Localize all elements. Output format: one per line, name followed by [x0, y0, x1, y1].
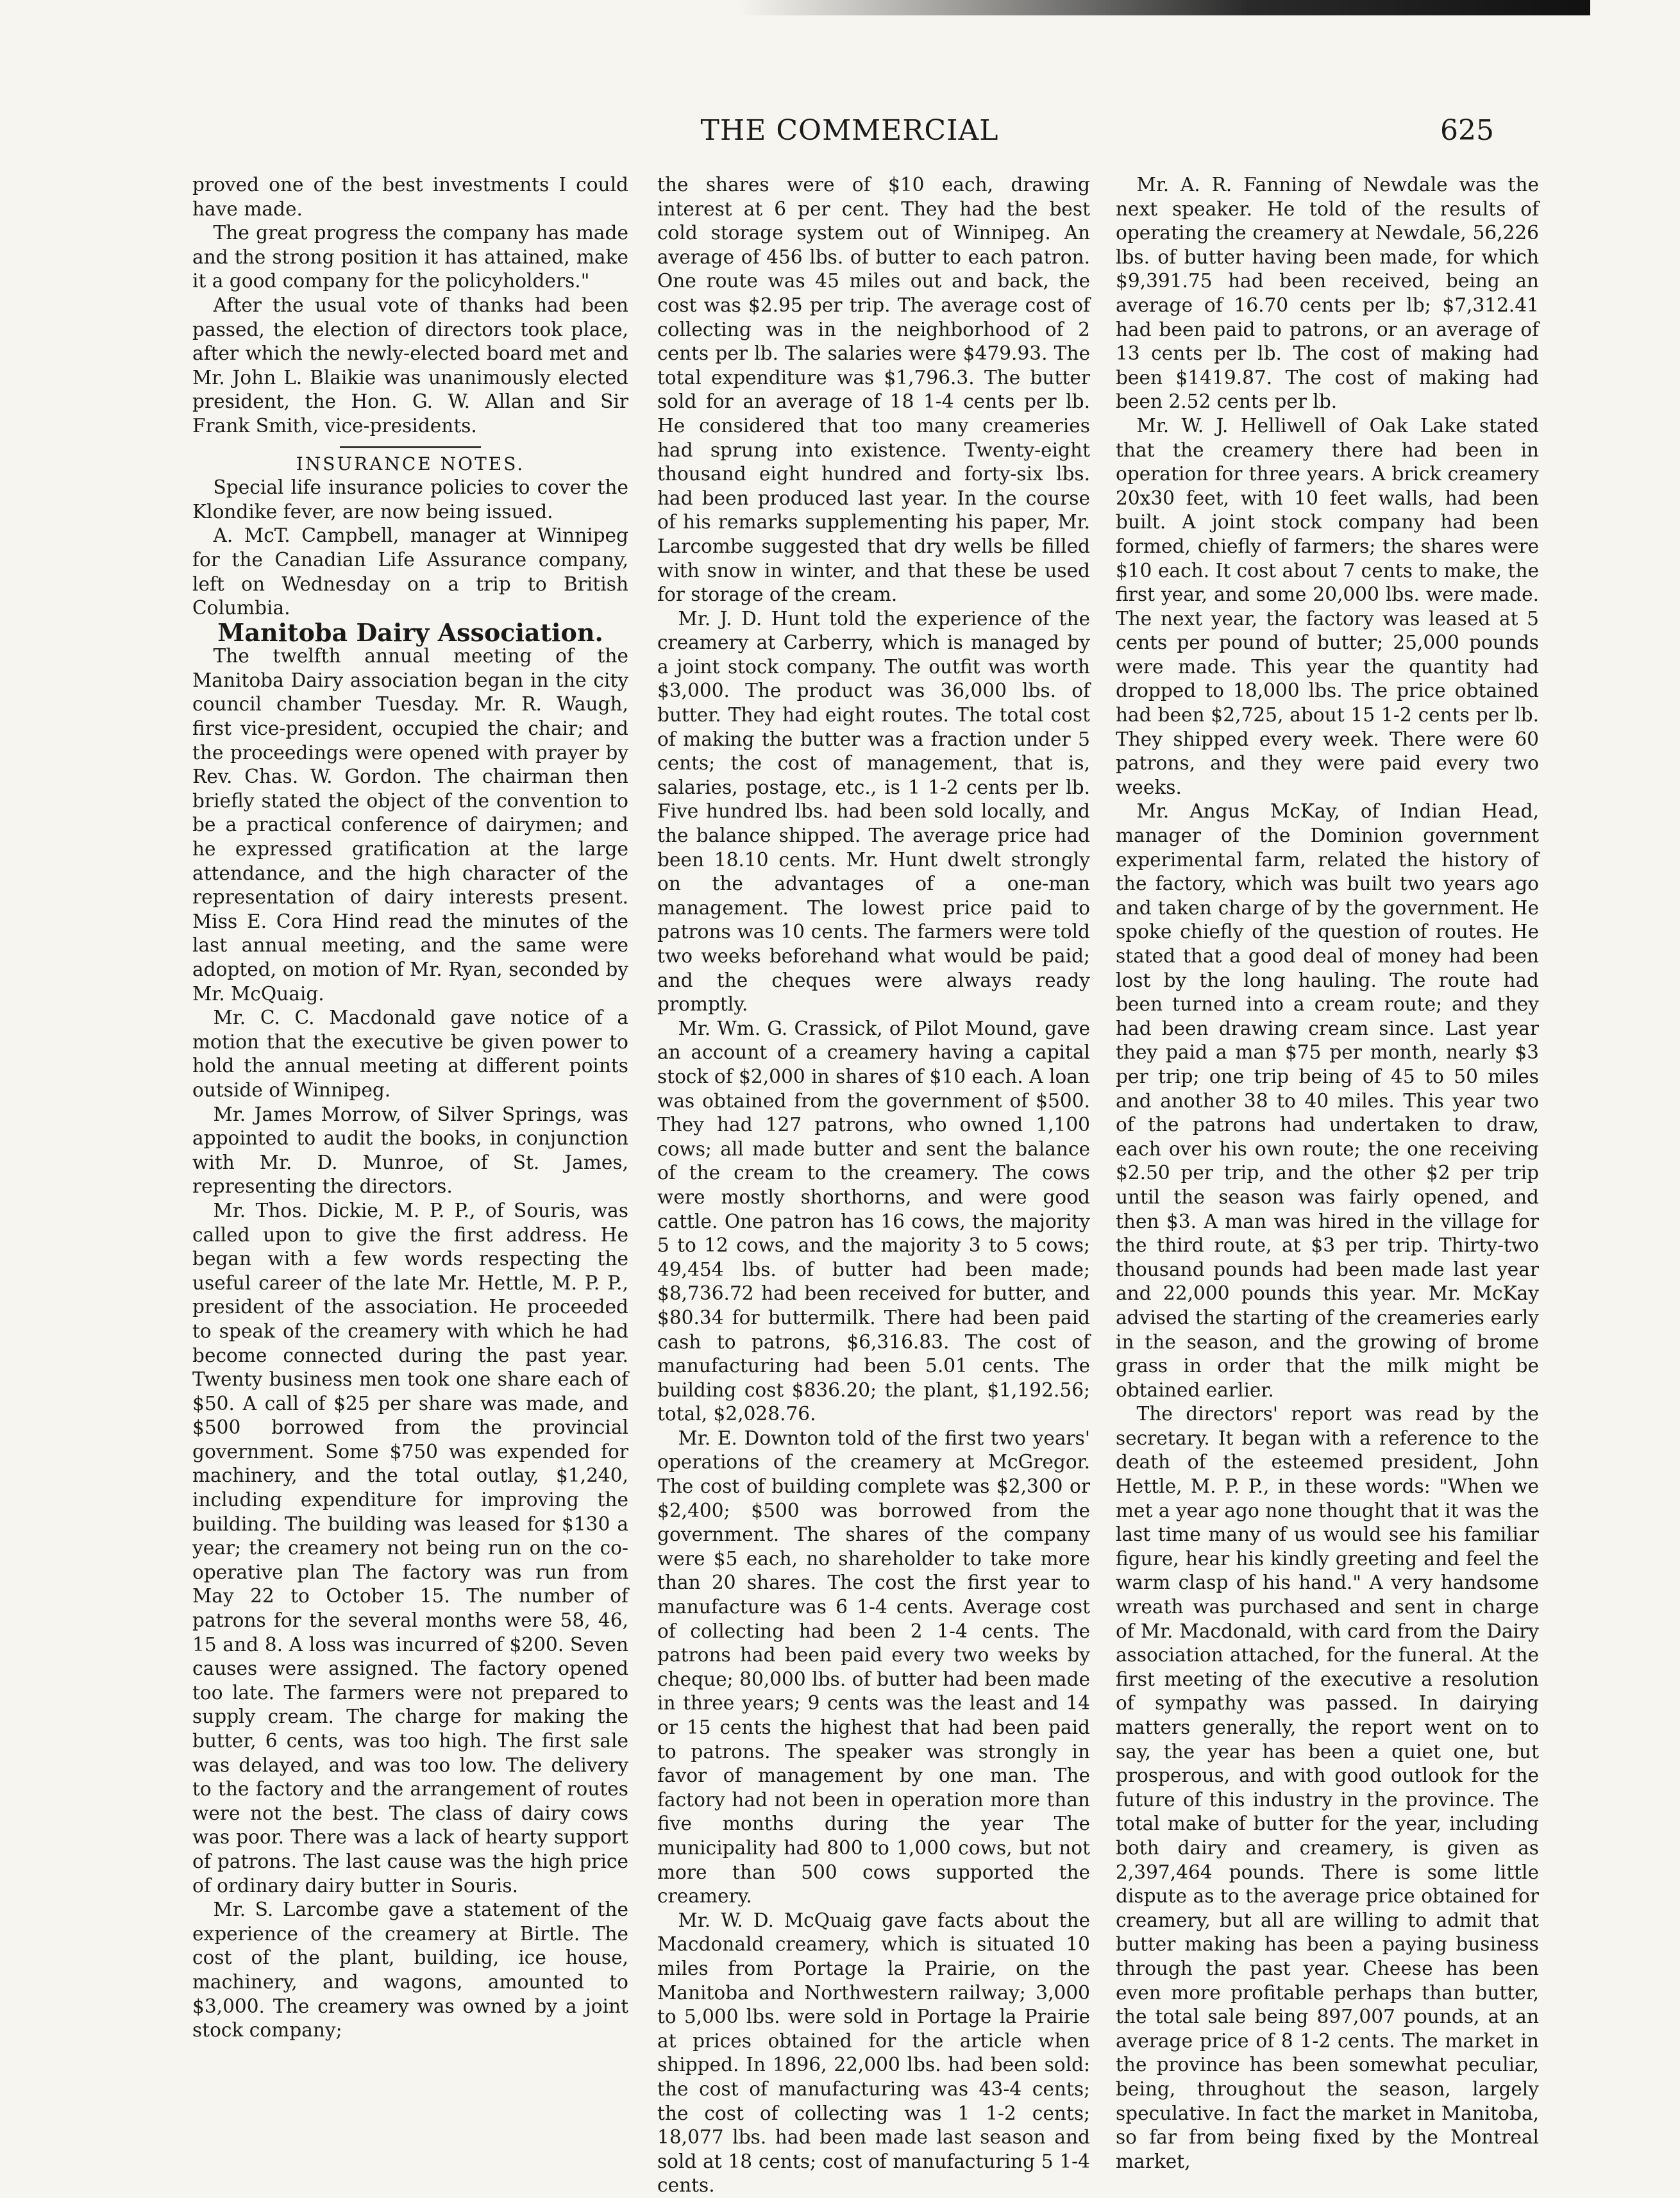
- paragraph: Mr. J. D. Hunt told the experience of the creamery at Carberry, which is managed by a joint stock company. The outfit was worth $3,000. The product was 36,000 lbs. of butter. They had eight routes. The total cost of making the butter was a fraction under 5 cents; the cost of management, that is, salaries, postage, etc., is 1 1-2 cents per lb. Five hundred lbs. had been sold locally, and the balance shipped. The average price had been 18.10 cents. Mr. Hunt dwelt strongly on the advantages of a one-man management. The lowest price paid to patrons was 10 cents. The farmers were told two weeks beforehand what would be paid; and the cheques were always ready promptly.: [657, 607, 1090, 1016]
- paragraph: A. McT. Campbell, manager at Winnipeg for the Canadian Life Assurance company, left on Wednesday on a trip to British Columbia.: [192, 524, 628, 619]
- paragraph: proved one of the best investments I could have made.: [192, 174, 628, 220]
- paragraph: Mr. W. D. McQuaig gave facts about the Macdonald creamery, which is situated 10 miles from Portage la Prairie, on the Manitoba and Northwestern railway; 3,000 to 5,000 lbs. were sold in Portage la Prairie at prices obtained for the article when shipped. In 1896, 22,000 lbs. had been sold: the cost of manufacturing was 43-4 cents; the cost of collecting was 1 1-2 cents; 18,077 lbs. had been made last season and sold at 18 cents; cost of manufacturing 5 1-4 cents.: [657, 1909, 1090, 2197]
- column-1: [192, 173, 628, 2129]
- publication-title: THE COMMERCIAL: [700, 114, 999, 147]
- section-heading-insurance: INSURANCE NOTES.: [296, 453, 525, 474]
- paragraph: the shares were of $10 each, drawing interest at 6 per cent. They had the best cold storage system out of Winnipeg. An average of 456 lbs. of butter to each patron. One route was 45 miles out and back, the cost was $2.95 per trip. The average cost of collecting was in the neighborhood of 2 cents per lb. The salaries were $479.93. The total expenditure was $1,796.3. The butter sold for an average of 18 1-4 cents per lb. He considered that too many creameries had sprung into existence. Twenty-eight thousand eight hundred and forty-six lbs. had been produced last year. In the course of his remarks supplementing his paper, Mr. Larcombe suggested that dry wells be filled with snow in winter, and that these be used for storage of the cream.: [657, 174, 1090, 606]
- paragraph: Mr. Wm. G. Crassick, of Pilot Mound, gave an account of a creamery having a capital stock of $2,000 in shares of $10 each. A loan was obtained from the government of $500. They had 127 patrons, who owned 1,100 cows; all made butter and sent the balance of the cream to the creamery. The cows were mostly shorthorns, and were good cattle. One patron has 16 cows, the majority 5 to 12 cows, and the majority 3 to 5 cows; 49,454 lbs. of butter had been made; $8,736.72 had been received for butter, and $80.34 for buttermilk. There had been paid cash to patrons, $6,316.83. The cost of manufacturing had been 5.01 cents. The building cost $836.20; the plant, $1,192.56; total, $2,028.76.: [657, 1017, 1090, 1425]
- paragraph: Special life insurance policies to cover the Klondike fever, are now being issued.: [192, 476, 628, 523]
- paragraph: Mr. A. R. Fanning of Newdale was the next speaker. He told of the results of operating the creamery at Newdale, 56,226 lbs. of butter having been made, for which $9,391.75 had been received, being an average of 16.70 cents per lb; $7,312.41 had been paid to patrons, or an average of 13 cents per lb. The cost of making had been $1419.87. The cost of making had been 2.52 cents per lb.: [1116, 174, 1539, 413]
- scan-edge-shadow: [737, 0, 1590, 15]
- column-2: [657, 173, 1090, 2197]
- paragraph: The great progress the company has made and the strong position it has attained, make it a good company for the policyholders.": [192, 222, 628, 292]
- paragraph: The directors' report was read by the secretary. It began with a reference to the death of the esteemed president, John Hettle, M. P. P., in these words: "When we met a year ago none thought that it was the last time many of us would see his familiar figure, hear his kindly greeting and feel the warm clasp of his hand." A very handsome wreath was purchased and sent in charge of Mr. Macdonald, with card from the Dairy association attached, for the funeral. At the first meeting of the executive a resolution of sympathy was passed. In dairying matters generally, the report went on to say, the year has been a quiet one, but prosperous, and with good outlook for the future of this industry in the province. The total make of butter for the year, including both dairy and creamery, is given as 2,397,464 pounds. There is some little dispute as to the average price obtained for creamery, but all are willing to admit that butter making has been a paying business through the past year. Cheese has been even more profitable perhaps than butter, the total sale being 897,007 pounds, at an average price of 8 1-2 cents. The market in the province has been somewhat peculiar, being, throughout the season, largely speculative. In fact the market in Manitoba, so far from being fixed by the Montreal market,: [1116, 1403, 1539, 2172]
- paragraph: The twelfth annual meeting of the Manitoba Dairy association began in the city council chamber Tuesday. Mr. R. Waugh, first vice-president, occupied the chair; and the proceedings were opened with prayer by Rev. Chas. W. Gordon. The chairman then briefly stated the object of the convention to be a practical conference of dairymen; and he expressed gratification at the large attendance, and the high character of the representation of dairy interests present. Miss E. Cora Hind read the minutes of the last annual meeting, and the same were adopted, on motion of Mr. Ryan, seconded by Mr. McQuaig.: [192, 645, 628, 1005]
- paragraph: Mr. S. Larcombe gave a statement of the experience of the creamery at Birtle. The cost of the plant, building, ice house, machinery, and wagons, amounted to $3,000. The creamery was owned by a joint stock company;: [192, 1899, 628, 2042]
- paragraph: Mr. James Morrow, of Silver Springs, was appointed to audit the books, in conjunction with Mr. D. Munroe, of St. James, representing the directors.: [192, 1103, 628, 1198]
- article-headline-dairy: Manitoba Dairy Association.: [217, 617, 603, 647]
- paragraph: Mr. W. J. Helliwell of Oak Lake stated that the creamery there had been in operation for three years. A brick creamery 20x30 feet, with 10 feet walls, had been built. A joint stock company had been formed, chiefly of farmers; the shares were $10 each. It cost about 7 cents to make, the first year, and some 20,000 lbs. were made. The next year, the factory was leased at 5 cents per pound of butter; 25,000 pounds were made. This year the quantity had dropped to 18,000 lbs. The price obtained had been $2,725, about 15 1-2 cents per lb. They shipped every week. There were 60 patrons, and they were paid every two weeks.: [1116, 414, 1539, 798]
- section-divider: [340, 446, 481, 448]
- paragraph: Mr. Thos. Dickie, M. P. P., of Souris, was called upon to give the first address. He began with a few words respecting the useful career of the late Mr. Hettle, M. P. P., president of the association. He proceeded to speak of the creamery with which he had become connected during the past year. Twenty business men took one share each of $50. A call of $25 per share was made, and $500 borrowed from the provincial government. Some $750 was expended for machinery, and the total outlay, $1,240, including expenditure for improving the building. The building was leased for $130 a year; the creamery not being run on the co-operative plan The factory was run from May 22 to October 15. The number of patrons for the several months were 58, 46, 15 and 8. A loss was incurred of $200. Seven causes were assigned. The factory opened too late. The farmers were not prepared to supply cream. The charge for making the butter, 6 cents, was too high. The first sale was delayed, and was too low. The delivery to the factory and the arrangement of routes were not the best. The class of dairy cows was poor. There was a lack of hearty support of patrons. The last cause was the high price of ordinary dairy butter in Souris.: [192, 1199, 628, 1897]
- page-header: [192, 109, 1507, 160]
- page-number: 625: [1440, 114, 1494, 147]
- paragraph: Mr. Angus McKay, of Indian Head, manager of the Dominion government experimental farm, related the history of the factory, which was built two years ago and taken charge of by the government. He spoke chiefly of the question of routes. He stated that a good deal of money had been lost by the long hauling. The route had been turned into a cream route; and they had been drawing cream since. Last year they paid a man $75 per month, nearly $3 per trip; one trip being of 45 to 50 miles and another 38 to 40 miles. This year two of the patrons had undertaken to draw, each over his own route; the one receiving $2.50 per trip, and the other $2 per trip until the season was fairly opened, and then $3. A man was hired in the village for the third route, at $3 per trip. Thirty-two thousand pounds had been made last year and 22,000 pounds this year. Mr. McKay advised the starting of the creameries early in the season, and the growing of brome grass in order that the milk might be obtained earlier.: [1116, 800, 1539, 1401]
- paragraph: Mr. C. C. Macdonald gave notice of a motion that the executive be given power to hold the annual meeting at different points outside of Winnipeg.: [192, 1007, 628, 1101]
- paragraph: After the usual vote of thanks had been passed, the election of directors took place, after which the newly-elected board met and Mr. John L. Blaikie was unanimously elected president, the Hon. G. W. Allan and Sir Frank Smith, vice-presidents.: [192, 294, 628, 437]
- paragraph: Mr. E. Downton told of the first two years' operations of the creamery at McGregor. The cost of building complete was $2,300 or $2,400; $500 was borrowed from the government. The shares of the company were $5 each, no shareholder to take more than 20 shares. The cost the first year to manufacture was 6 1-4 cents. Average cost of collecting had been 2 1-4 cents. The patrons had been paid every two weeks by cheque; 80,000 lbs. of butter had been made in three years; 9 cents was the least and 14 or 15 cents the highest that had been paid to patrons. The speaker was strongly in favor of management by one man. The factory had not been in operation more than five months during the year The municipality had 800 to 1,000 cows, but not more than 500 cows supported the creamery.: [657, 1427, 1090, 1908]
- column-3: [1116, 173, 1539, 2172]
